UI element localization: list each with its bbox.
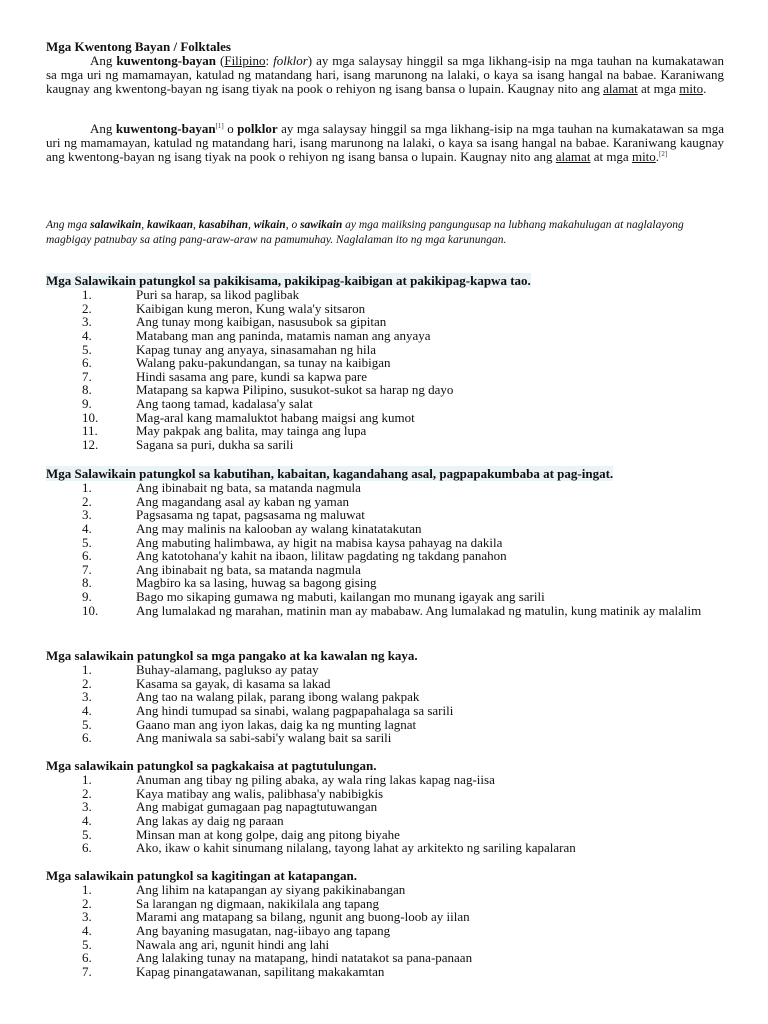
section-kabutihan bbox=[46, 467, 724, 617]
term-polklor: polklor bbox=[237, 121, 278, 136]
term-kuwentong-bayan: kuwentong-bayan bbox=[115, 121, 216, 136]
list-item: 7. Ang ibinabait ng bata, sa matanda nagmula bbox=[82, 561, 361, 577]
list-item: 5. Ang mabuting halimbawa, ay higit na mabisa kaysa pahayag na dakila bbox=[82, 534, 503, 550]
list-item: 5. Gaano man ang iyon lakas, daig ka ng munting lagnat bbox=[82, 716, 417, 732]
proverb-list bbox=[46, 773, 724, 855]
list-item: 10. Ang lumalakad ng marahan, matinin man ay mababaw. Ang lumalakad ng matulin, kung matinik ay malalim bbox=[82, 602, 702, 618]
list-item: 4. Matabang man ang paninda, matamis naman ang anyaya bbox=[82, 327, 431, 343]
list-item: 5. Nawala ang ari, ngunit hindi ang lahi bbox=[82, 936, 330, 952]
list-item: 3. Pagsasama ng tapat, pagsasama ng maluwat bbox=[82, 507, 365, 523]
section-title: Mga salawikain patungkol sa kagitingan at katapangan. bbox=[46, 868, 358, 883]
link-alamat[interactable]: alamat bbox=[603, 81, 638, 97]
list-item: 5. Minsan man at kong golpe, daig ang pitong biyahe bbox=[82, 826, 400, 842]
reference-1[interactable]: [1] bbox=[215, 122, 224, 130]
list-item: 1. Ang lihim na katapangan ay siyang pakikinabangan bbox=[82, 882, 406, 898]
list-item: 5. Kapag tunay ang anyaya, sinasamahan ng hila bbox=[82, 341, 377, 357]
reference-2[interactable]: [2] bbox=[659, 150, 668, 159]
list-item: 4. Ang may malinis na kalooban ay walang kinatatakutan bbox=[82, 520, 422, 536]
list-item: 2. Kaya matibay ang walis, palibhasa'y nabibigkis bbox=[82, 785, 384, 801]
paragraph-kuwentong-bayan-2: Ang kuwentong-bayan[1] o polklor ay mga salaysay hinggil sa mga likhang-isip na mga tauhan na kumakatawan sa mga uri ng mamamayan, katulad ng matandang hari, isang marunong na lalaki, o kaya sa isang hangal na babae. Karaniwang kaugnay ang kwentong-bayan ng isang tiyak na pook o rehiyon ng isang bansa o lupain. Kaugnay nito ang alamat at mga mito.[2] bbox=[46, 121, 724, 165]
proverb-list bbox=[46, 663, 724, 745]
list-item: 1. Ang ibinabait ng bata, sa matanda nagmula bbox=[82, 480, 361, 496]
proverb-list bbox=[46, 481, 724, 617]
list-item: 3. Ang tao na walang pilak, parang ibong walang pakpak bbox=[82, 689, 420, 705]
proverb-list bbox=[46, 288, 724, 451]
proverb-list bbox=[46, 883, 724, 978]
section-pangako bbox=[46, 649, 724, 745]
link-alamat[interactable]: alamat bbox=[555, 149, 591, 165]
link-filipino[interactable]: Filipino bbox=[224, 53, 266, 68]
link-mito[interactable]: mito bbox=[631, 149, 656, 165]
list-item: 6. Ang katotohana'y kahit na ibaon, lilitaw pagdating ng takdang panahon bbox=[82, 548, 507, 564]
paragraph-kuwentong-bayan-1: Ang kuwentong-bayan (Filipino: folklor) ay mga salaysay hinggil sa mga likhang-isip na mga tauhan na kumakatawan sa mga uri ng mamamayan, katulad ng matandang hari, isang marunong na lalaki, o kaya sa isang hangal na babae. Karaniwang kaugnay ang kwentong-bayan ng isang tiyak na pook o rehiyon ng isang bansa o lupain. Kaugnay nito ang alamat at mga mito. bbox=[46, 53, 725, 97]
list-item: 1. Buhay-alamang, paglukso ay patay bbox=[82, 662, 319, 678]
list-item: 9. Ang taong tamad, kadalasa'y salat bbox=[82, 395, 313, 411]
list-item: 6. Ang maniwala sa sabi-sabi'y walang bait sa sarili bbox=[82, 730, 392, 746]
list-item: 11. May pakpak ang balita, may tainga ang lupa bbox=[82, 423, 367, 439]
list-item: 2. Kaibigan kung meron, Kung wala'y sitsaron bbox=[82, 300, 366, 316]
section-title: Mga salawikain patungkol sa pagkakaisa at pagtutulungan. bbox=[46, 758, 377, 773]
list-item: 4. Ang hindi tumupad sa sinabi, walang pagpapahalaga sa sarili bbox=[82, 702, 454, 718]
list-item: 1. Puri sa harap, sa likod paglibak bbox=[82, 287, 300, 303]
list-item: 3. Marami ang matapang sa bilang, ngunit ang buong-loob ay iilan bbox=[82, 909, 470, 925]
list-item: 4. Ang lakas ay daig ng paraan bbox=[82, 812, 284, 828]
list-item: 2. Kasama sa gayak, di kasama sa lakad bbox=[82, 675, 331, 691]
list-item: 8. Matapang sa kapwa Pilipino, susukot-sukot sa harap ng dayo bbox=[82, 382, 454, 398]
list-item: 8. Magbiro ka sa lasing, huwag sa bagong gising bbox=[82, 575, 377, 591]
list-item: 1. Anuman ang tibay ng piling abaka, ay wala ring lakas kapag nag-iisa bbox=[82, 772, 495, 788]
list-item: 3. Ang tunay mong kaibigan, nasusubok sa gipitan bbox=[82, 314, 387, 330]
list-item: 6. Ako, ikaw o kahit sinumang nilalang, tayong lahat ay arkitekto ng sariling kapalaran bbox=[82, 840, 576, 856]
list-item: 2. Sa larangan ng digmaan, nakikilala ang tapang bbox=[82, 895, 379, 911]
document-title: Mga Kwentong Bayan / Folktales bbox=[46, 39, 231, 54]
list-item: 3. Ang mabigat gumagaan pag napagtutuwangan bbox=[82, 799, 378, 815]
section-pagkakaisa bbox=[46, 759, 724, 855]
section-title: Mga Salawikain patungkol sa kabutihan, kabaitan, kagandahang asal, pagpapakumbaba at pag-ingat. bbox=[46, 466, 614, 481]
list-item: 6. Ang lalaking tunay na matapang, hindi natatakot sa pana-panaan bbox=[82, 950, 473, 966]
section-title: Mga Salawikain patungkol sa pakikisama, pakikipag-kaibigan at pakikipag-kapwa tao. bbox=[46, 273, 531, 288]
section-title: Mga salawikain patungkol sa mga pangako at ka kawalan ng kaya. bbox=[46, 648, 418, 663]
list-item: 7. Hindi sasama ang pare, kundi sa kapwa pare bbox=[82, 368, 368, 384]
term-kuwentong-bayan: kuwentong-bayan bbox=[116, 53, 217, 68]
list-item: 12. Sagana sa puri, dukha sa sarili bbox=[82, 436, 294, 452]
intro-paragraph: Ang mga salawikain, kawikaan, kasabihan, wikain, o sawikain ay mga maiiksing pangungusap na lubhang makahulugan at naglalayong magbigay patnubay sa ating pang-araw-araw na pamumuhay. Naglalaman ito ng mga karunungan. bbox=[46, 219, 684, 246]
list-item: 2. Ang magandang asal ay kaban ng yaman bbox=[82, 493, 349, 509]
section-pakikisama bbox=[46, 274, 724, 451]
link-mito[interactable]: mito bbox=[679, 81, 704, 97]
list-item: 6. Walang paku-pakundangan, sa tunay na kaibigan bbox=[82, 355, 391, 371]
list-item: 10. Mag-aral kang mamaluktot habang maigsi ang kumot bbox=[82, 409, 415, 425]
section-kagitingan bbox=[46, 869, 724, 978]
list-item: 7. Kapag pinangatawanan, sapilitang makakamtan bbox=[82, 963, 385, 979]
list-item: 9. Bago mo sikaping gumawa ng mabuti, kailangan mo munang igayak ang sarili bbox=[82, 588, 545, 604]
list-item: 4. Ang bayaning masugatan, nag-iibayo ang tapang bbox=[82, 922, 391, 938]
